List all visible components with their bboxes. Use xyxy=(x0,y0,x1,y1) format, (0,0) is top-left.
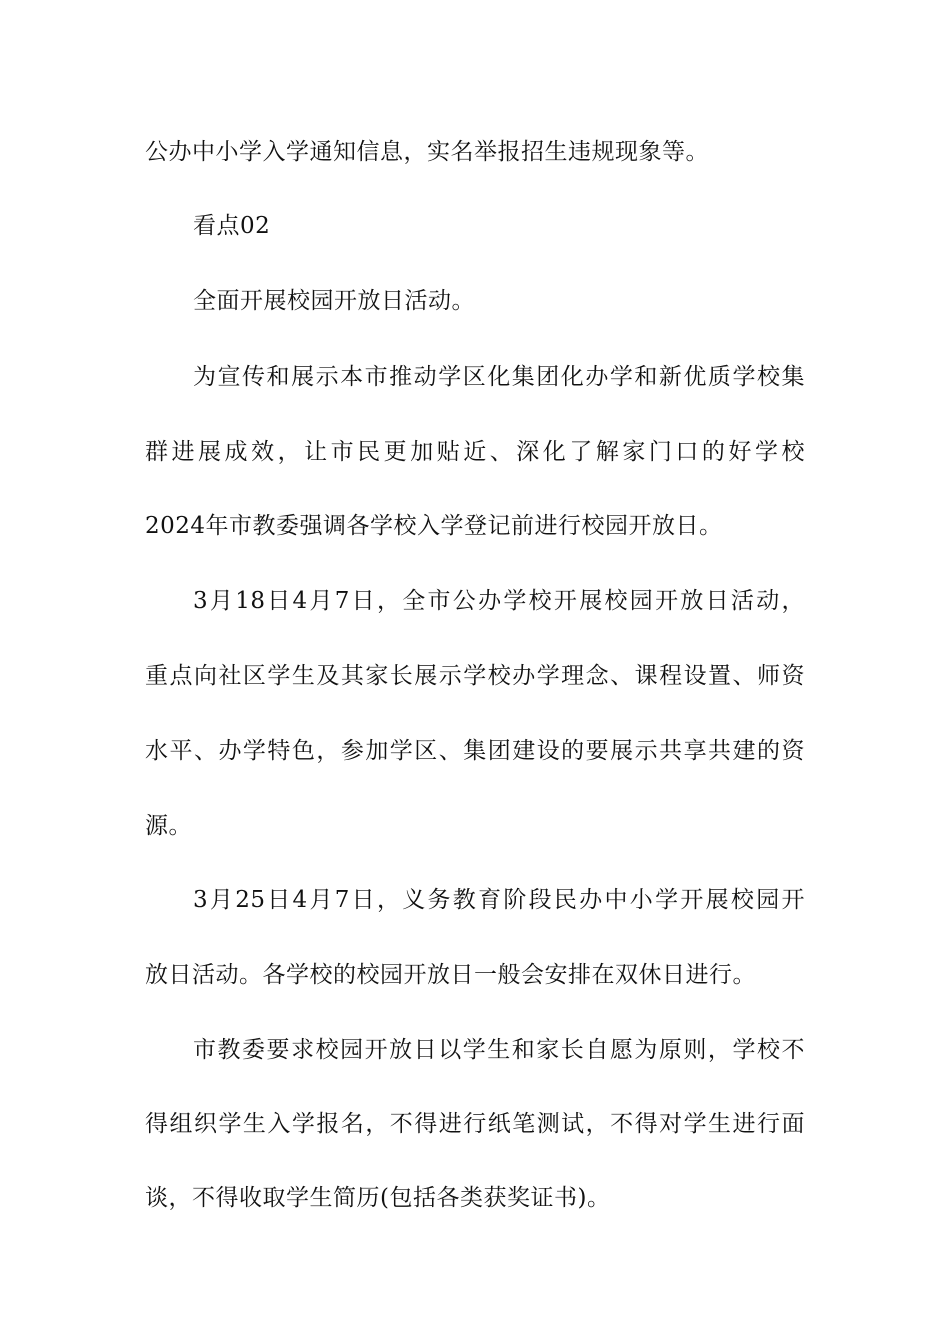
paragraph-line: 2024年市教委强调各学校入学登记前进行校园开放日。 xyxy=(145,513,723,539)
section-subheading: 全面开展校园开放日活动。 xyxy=(193,288,475,314)
paragraph-line: 水平、办学特色，参加学区、集团建设的要展示共享共建的资 xyxy=(145,738,805,764)
paragraph-line: 放日活动。各学校的校园开放日一般会安排在双休日进行。 xyxy=(145,962,756,988)
paragraph-line: 谈，不得收取学生简历(包括各类获奖证书)。 xyxy=(145,1185,611,1211)
paragraph-line: 得组织学生入学报名，不得进行纸笔测试，不得对学生进行面 xyxy=(145,1111,805,1137)
paragraph-line: 群进展成效，让市民更加贴近、深化了解家门口的好学校 xyxy=(145,439,805,465)
paragraph-line: 3月18日4月7日，全市公办学校开展校园开放日活动， xyxy=(193,588,805,614)
paragraph-line: 市教委要求校园开放日以学生和家长自愿为原则，学校不 xyxy=(193,1037,805,1063)
section-heading: 看点02 xyxy=(193,213,271,239)
paragraph-line: 公办中小学入学通知信息，实名举报招生违规现象等。 xyxy=(145,139,709,165)
paragraph-line: 3月25日4月7日，义务教育阶段民办中小学开展校园开 xyxy=(193,887,805,913)
paragraph-line: 源。 xyxy=(145,813,192,839)
paragraph-line: 重点向社区学生及其家长展示学校办学理念、课程设置、师资 xyxy=(145,663,805,689)
paragraph-line: 为宣传和展示本市推动学区化集团化办学和新优质学校集 xyxy=(193,364,805,390)
